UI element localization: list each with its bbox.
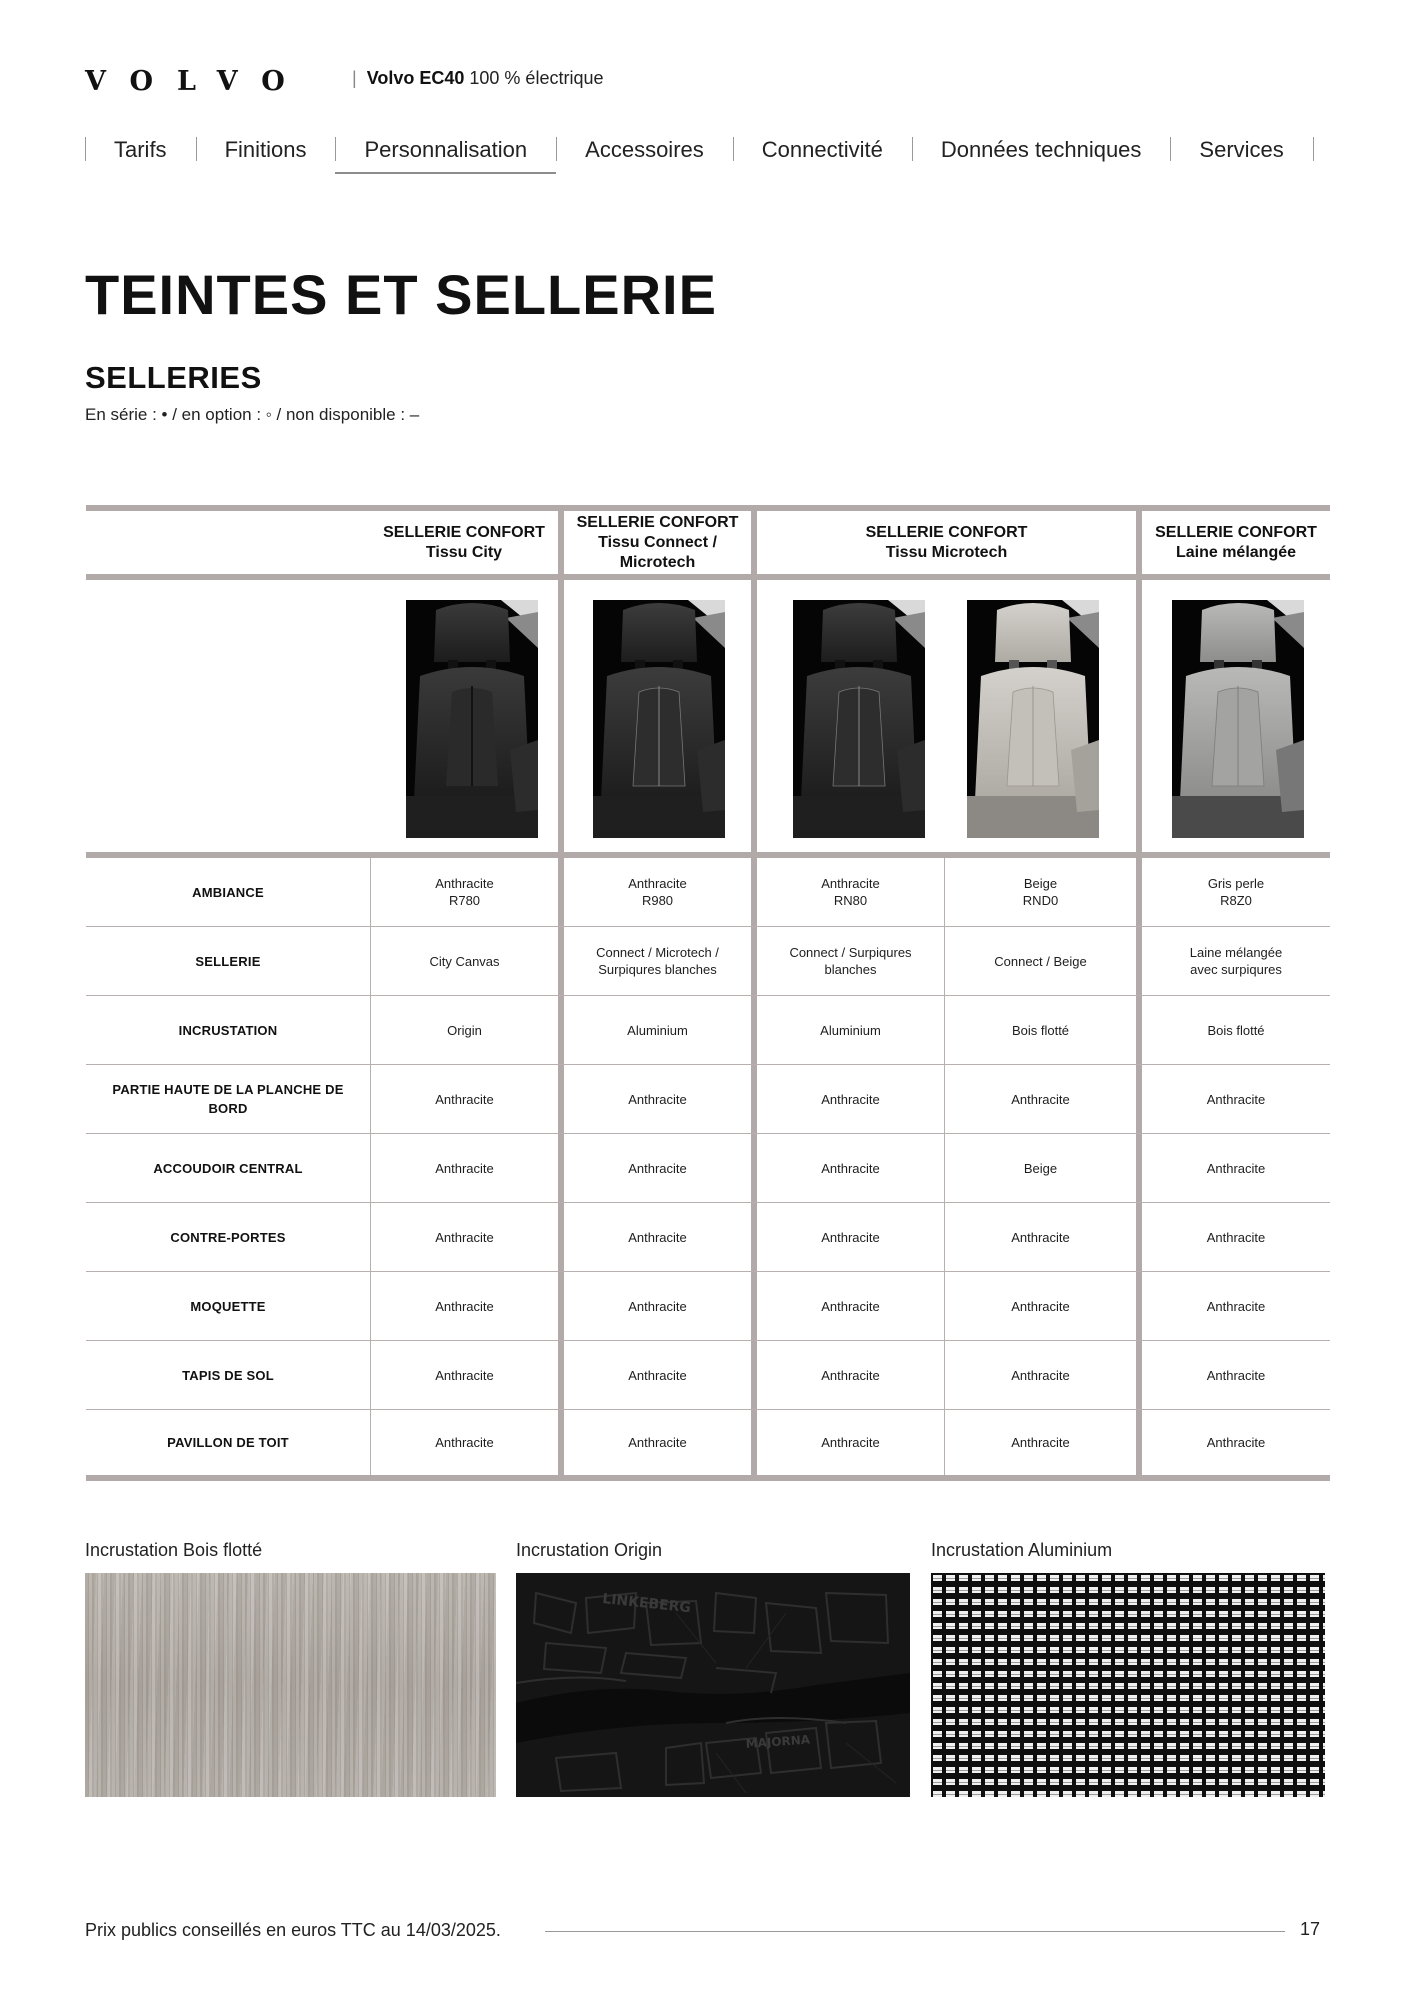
swatch-origin <box>516 1573 910 1797</box>
volvo-logo: VOLVO <box>85 66 309 97</box>
header-line: SELLERIE CONFORT <box>576 514 739 531</box>
model-title: | Volvo EC40 100 % électrique <box>352 68 604 88</box>
header-line: Tissu Connect / <box>598 534 717 551</box>
seat-image-anthracite-rn80 <box>793 600 925 838</box>
table-cell <box>1142 927 1330 995</box>
header-tissu-connect <box>564 513 751 573</box>
seat-image-anthracite-r980 <box>593 600 725 838</box>
table-cell: Anthracite <box>435 1367 494 1383</box>
table-cell: Bois flotté <box>1011 1022 1070 1038</box>
section-title: SELLERIES <box>85 360 262 395</box>
page-number: 17 <box>1300 1919 1321 1939</box>
nav-connectivite[interactable]: Connectivité <box>733 130 912 170</box>
table-cell: Anthracite <box>821 1160 880 1176</box>
cell-line: Laine mélangée <box>1189 945 1283 960</box>
swatch-bois-flotte <box>85 1573 496 1797</box>
table-cell: Anthracite <box>435 1160 494 1176</box>
cell-line: RN80 <box>833 893 868 908</box>
table-cell: Anthracite <box>821 1435 880 1450</box>
table-bottom-bar <box>86 1475 1330 1481</box>
row-label-incrustation: INCRUSTATION <box>178 1022 278 1038</box>
table-cell: Anthracite <box>821 1229 880 1245</box>
table-cell: Anthracite <box>628 1367 687 1383</box>
cell-line: Beige <box>1023 876 1058 891</box>
header-line: SELLERIE CONFORT <box>865 524 1028 541</box>
header-line: Microtech <box>619 554 696 571</box>
table-cell <box>564 927 751 995</box>
table-cell: Anthracite <box>435 1229 494 1245</box>
swatch-label-aluminium: Incrustation Aluminium <box>931 1540 1113 1560</box>
row-label-pavillon-de-toit: PAVILLON DE TOIT <box>167 1435 289 1450</box>
row-label-tapis-de-sol: TAPIS DE SOL <box>182 1367 274 1383</box>
nav-donnees-techniques[interactable]: Données techniques <box>912 130 1171 170</box>
table-cell <box>945 927 1136 995</box>
swatch-aluminium <box>931 1573 1325 1797</box>
footer-price-note: Prix publics conseillés en euros TTC au 14/03/2025. <box>85 1920 501 1940</box>
table-cell: Anthracite <box>821 1091 880 1107</box>
row-label-accoudoir-central: ACCOUDOIR CENTRAL <box>153 1160 303 1176</box>
top-navigation <box>85 130 1314 170</box>
seat-image-beige-rnd0 <box>967 600 1099 838</box>
row-label-moquette: MOQUETTE <box>190 1298 266 1314</box>
header-laine-melangee <box>1142 523 1330 563</box>
nav-services[interactable]: Services <box>1170 130 1312 170</box>
cell-line: blanches <box>824 962 877 977</box>
table-top-bar <box>86 505 1330 511</box>
table-cell: Anthracite <box>1206 1435 1266 1450</box>
table-cell: Anthracite <box>1206 1229 1266 1245</box>
table-cell <box>564 858 751 926</box>
table-cell: Anthracite <box>1206 1091 1266 1107</box>
nav-accessoires[interactable]: Accessoires <box>556 130 733 170</box>
table-cell <box>945 858 1136 926</box>
cell-line: Anthracite <box>435 876 494 891</box>
row-label-planche-de-bord: PARTIE HAUTE DE LA PLANCHE DE BORD <box>112 1082 344 1116</box>
table-cell: Anthracite <box>628 1435 687 1450</box>
cell-line: R780 <box>448 893 481 908</box>
availability-legend: En série : • / en option : ◦ / non disponible : – <box>85 405 420 424</box>
cell-line: R8Z0 <box>1220 893 1252 908</box>
table-cell: Anthracite <box>1206 1160 1266 1176</box>
header-line: Laine mélangée <box>1175 544 1297 561</box>
table-cell: Anthracite <box>1206 1298 1266 1314</box>
table-cell <box>371 927 558 995</box>
swatch-label-bois-flotte: Incrustation Bois flotté <box>85 1540 263 1560</box>
seat-image-anthracite-r780 <box>406 600 538 838</box>
table-cell: Anthracite <box>628 1298 687 1314</box>
table-cell <box>757 858 944 926</box>
cell-line: Connect / Surpiqures <box>789 945 912 960</box>
model-subtitle: 100 % électrique <box>464 68 604 88</box>
cell-line: Anthracite <box>821 876 880 891</box>
table-cell: Anthracite <box>1011 1435 1070 1450</box>
table-cell: Anthracite <box>435 1435 494 1450</box>
header-line: Tissu Microtech <box>885 544 1008 561</box>
cell-line: City Canvas <box>429 953 500 969</box>
table-cell: Bois flotté <box>1207 1022 1265 1038</box>
header-line: SELLERIE CONFORT <box>383 524 545 541</box>
table-cell: Aluminium <box>627 1022 688 1038</box>
table-cell: Anthracite <box>1011 1229 1070 1245</box>
header-tissu-microtech <box>757 523 1136 563</box>
header-tissu-city <box>370 523 558 563</box>
nav-tarifs[interactable]: Tarifs <box>85 130 196 170</box>
model-name: Volvo EC40 <box>366 68 465 88</box>
nav-divider <box>1313 130 1314 170</box>
page-title: TEINTES ET SELLERIE <box>85 263 717 326</box>
cell-line: Surpiqures blanches <box>598 962 717 977</box>
origin-map-label-linkeberg: LINKEBERG <box>601 1591 692 1617</box>
table-cell <box>371 858 558 926</box>
cell-line: Connect / Microtech / <box>596 945 719 960</box>
table-cell <box>1142 858 1330 926</box>
cell-line: Anthracite <box>628 876 687 891</box>
header-line: Tissu City <box>425 544 503 561</box>
table-cell <box>757 927 944 995</box>
footer-divider <box>545 1931 1285 1932</box>
cell-line: avec surpiqures <box>1190 962 1282 977</box>
row-label-sellerie: SELLERIE <box>195 953 261 969</box>
table-cell: Anthracite <box>435 1298 494 1314</box>
table-cell: Anthracite <box>628 1229 687 1245</box>
row-label-contre-portes: CONTRE-PORTES <box>170 1229 286 1245</box>
swatch-label-origin: Incrustation Origin <box>516 1540 663 1560</box>
nav-finitions[interactable]: Finitions <box>196 130 336 170</box>
cell-line: R980 <box>641 893 674 908</box>
table-cell: Anthracite <box>1011 1367 1070 1383</box>
table-cell: Anthracite <box>628 1091 687 1107</box>
nav-personnalisation[interactable]: Personnalisation <box>335 130 556 170</box>
table-cell: Anthracite <box>435 1091 494 1107</box>
cell-line: RND0 <box>1022 893 1059 908</box>
table-cell: Anthracite <box>1011 1298 1070 1314</box>
table-cell: Anthracite <box>821 1367 880 1383</box>
table-cell: Anthracite <box>821 1298 880 1314</box>
table-cell: Beige <box>1023 1160 1058 1176</box>
header-line: SELLERIE CONFORT <box>1155 524 1317 541</box>
cell-line: Gris perle <box>1207 876 1265 891</box>
origin-map-label-majorna: MAJORNA <box>745 1732 811 1751</box>
row-label-ambiance: AMBIANCE <box>192 884 264 900</box>
table-cell: Aluminium <box>820 1022 881 1038</box>
table-cell: Anthracite <box>1206 1367 1266 1383</box>
table-header-bar <box>86 574 1330 580</box>
seat-image-gris-perle-r8z0 <box>1172 600 1304 838</box>
upholstery-table <box>86 505 1330 1481</box>
cell-line: Connect / Beige <box>994 953 1087 969</box>
table-cell: Origin <box>447 1022 482 1038</box>
table-cell: Anthracite <box>628 1160 687 1176</box>
table-cell: Anthracite <box>1011 1091 1070 1107</box>
